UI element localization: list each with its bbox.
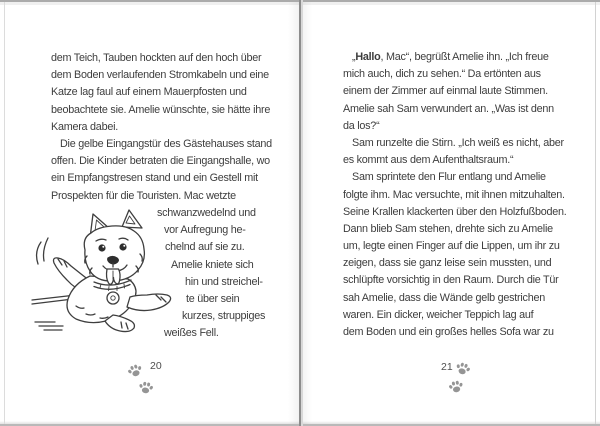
paw-print-icon [453,359,473,378]
text-line: da los?“ [343,119,380,132]
text-line: dem Boden verlaufenden Stromkabeln und eine [51,69,269,82]
page-number-right: 21 [441,361,453,373]
text-line: Dann blieb Sam stehen, drehte sich zu Amelie [343,222,553,235]
text-line: dem Boden und ein großes helles Sofa war zu [343,326,554,338]
page-number-left: 20 [150,360,162,372]
text-line: waren. Ein dicker, weicher Teppich lag auf [343,308,534,321]
text-line: schwanzwedelnd und [157,207,256,219]
text-line: es kommt aus dem Aufenthaltsraum.“ [343,154,514,167]
text-line: Katze lag faul auf einem Mauerpfosten und [51,86,247,99]
text-line: beobachtete sie. Amelie wünschte, sie hätte ihre [51,103,271,116]
scan-right-edge [595,2,596,424]
text-line: folgte ihm. Mac versuchte, mit ihnen mitzuhalten. [343,188,565,201]
text-line: zeigen, dass sie ganz leise sein mussten, und [343,257,552,270]
text-line: vor Aufregung he- [164,224,246,237]
text-line: offen. Die Kinder betraten die Eingangshalle, wo [51,155,270,168]
text-line: Seine Krallen klackerten über den Holzfußboden. [343,205,567,218]
page-left [5,2,299,422]
dog-illustration [30,208,182,338]
text-line: Sam runzelte die Stirn. „Ich weiß es nicht, aber [352,136,564,149]
text-line: chelnd auf sie zu. [165,241,245,254]
paw-print-icon [125,361,145,381]
text-line: Sam sprintete den Flur entlang und Amelie [352,171,546,184]
text-line: Amelie kniete sich [171,258,254,271]
text-line: hin und streichel- [185,275,263,288]
text-line: „Hallo, Mac“, begrüßt Amelie ihn. „Ich freue [352,51,549,63]
paw-print-icon [137,379,155,397]
paw-print-icon [447,378,466,396]
right-page-text [343,49,567,341]
text-line: Die gelbe Eingangstür des Gästehauses stand [60,137,272,150]
left-page-text [51,50,272,205]
text-line: dem Teich, Tauben hockten auf den hoch über [51,52,262,64]
text-line: einem der Zimmer auf einmal laute Stimmen. [343,85,548,98]
text-line: sah Amelie, dass die Wände gelb gestrichen [343,291,545,304]
text-line: Kamera dabei. [51,120,118,133]
text-line: ein Empfangstresen stand und ein Gestell mit [51,172,258,185]
text-line: Amelie sah Sam verwundert an. „Was ist denn [343,102,554,115]
text-line: kurzes, struppiges [182,310,266,323]
page-right [302,2,595,422]
text-line: weißes Fell. [164,327,219,340]
text-line: te über sein [186,292,240,305]
text-line: um, legte einen Finger auf die Lippen, um ihr zu [343,240,560,253]
text-line: Prospekten für die Touristen. Mac wetzte [51,189,236,202]
text-line: schlüpfte vorsichtig in den Raum. Durch die Tür [343,274,559,287]
text-line: mich auch, dich zu sehen.“ Da ertönten aus [343,68,541,81]
